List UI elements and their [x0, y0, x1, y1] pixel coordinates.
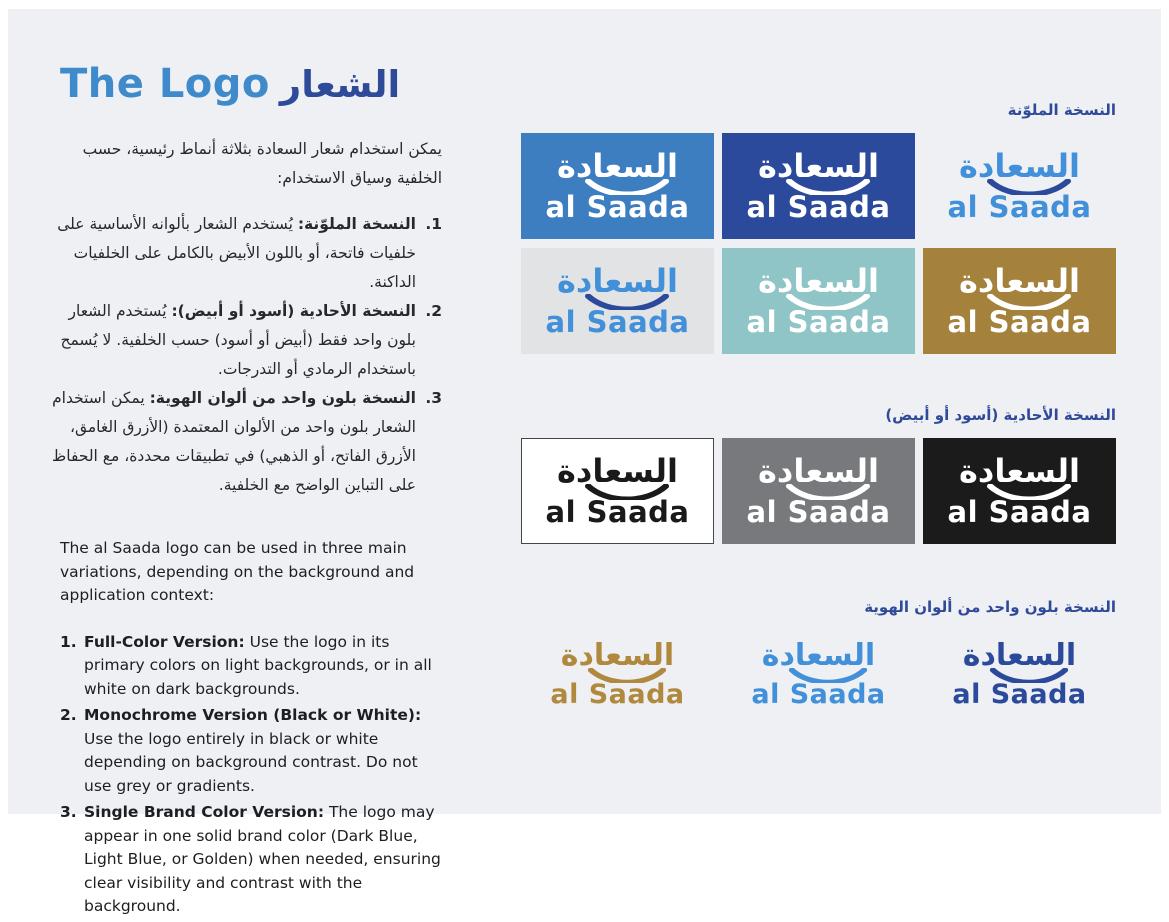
al-saada-logo — [746, 147, 891, 224]
logo-smile-swoosh-icon — [787, 668, 869, 683]
al-saada-logo — [545, 452, 690, 529]
logo-arabic-wordmark: السعادة — [959, 262, 1080, 300]
logo-latin-wordmark: al Saada — [947, 495, 1092, 529]
logo-latin-wordmark: al Saada — [545, 190, 690, 224]
list-item — [48, 210, 442, 297]
logo-smile-swoosh-icon — [985, 179, 1073, 195]
logo-tile — [722, 133, 915, 239]
logo-arabic-wordmark: السعادة — [560, 637, 675, 673]
list-item-marker: 2. — [60, 706, 77, 724]
page-title — [60, 61, 442, 107]
al-saada-logo — [947, 147, 1092, 224]
list-item-lead: النسخة الأحادية (أسود أو أبيض): — [171, 302, 416, 320]
logo-arabic-wordmark: السعادة — [761, 637, 876, 673]
logo-tile — [521, 438, 714, 544]
logo-tile-grid — [521, 630, 1116, 718]
logo-smile-swoosh-icon — [988, 668, 1070, 683]
list-item-lead: النسخة الملوّنة: — [297, 215, 416, 233]
logo-latin-wordmark: al Saada — [746, 305, 891, 339]
list-item-lead: Full-Color Version: — [84, 632, 245, 651]
logo-arabic-wordmark: السعادة — [557, 452, 678, 490]
al-saada-logo — [751, 637, 886, 710]
list-item-text — [48, 297, 416, 384]
list-item-lead: النسخة بلون واحد من ألوان الهوية: — [149, 389, 416, 407]
english-intro-paragraph: The al Saada logo can be used in three main variations, depending on the background and application context: — [60, 539, 415, 604]
logo-tile-grid — [521, 438, 1116, 544]
logo-smile-swoosh-icon — [985, 484, 1073, 500]
list-item — [60, 801, 442, 919]
logo-tile — [923, 630, 1116, 718]
al-saada-logo — [947, 452, 1092, 529]
logo-tile — [722, 438, 915, 544]
logo-smile-swoosh-icon — [985, 294, 1073, 310]
logo-arabic-wordmark: السعادة — [758, 452, 879, 490]
logo-arabic-wordmark: السعادة — [557, 262, 678, 300]
logo-tile-grid — [521, 133, 1116, 354]
logo-tile — [521, 133, 714, 239]
logo-smile-swoosh-icon — [583, 484, 671, 500]
logo-latin-wordmark: al Saada — [746, 190, 891, 224]
logo-section-full-color — [521, 101, 1116, 354]
logo-arabic-wordmark: السعادة — [758, 147, 879, 185]
list-item-text — [84, 801, 442, 919]
logo-tile — [923, 133, 1116, 239]
al-saada-logo — [545, 262, 690, 339]
section-label: النسخة الملوّنة — [1007, 101, 1116, 119]
logo-tile — [722, 248, 915, 354]
list-item-body: Use the logo in its primary colors on light backgrounds, or in all white on dark backgrounds. — [84, 632, 432, 698]
logo-smile-swoosh-icon — [784, 294, 872, 310]
arabic-intro-paragraph: يمكن استخدام شعار السعادة بثلاثة أنماط رئيسية، حسب الخلفية وسياق الاستخدام: — [82, 140, 442, 187]
page-canvas — [8, 9, 1161, 915]
logo-variations-column — [521, 101, 1116, 718]
list-item-body: Use the logo entirely in black or white depending on background contrast. Do not use grey or gradients. — [84, 729, 418, 795]
logo-smile-swoosh-icon — [583, 179, 671, 195]
section-label: النسخة بلون واحد من ألوان الهوية — [864, 598, 1116, 616]
list-item-marker: 3. — [60, 803, 77, 821]
list-item — [48, 384, 442, 500]
list-item-text — [84, 704, 442, 798]
logo-tile — [923, 438, 1116, 544]
list-item-text — [84, 631, 442, 702]
logo-arabic-wordmark: السعادة — [557, 147, 678, 185]
logo-arabic-wordmark: السعادة — [959, 452, 1080, 490]
logo-latin-wordmark: al Saada — [746, 495, 891, 529]
section-label: النسخة الأحادية (أسود أو أبيض) — [885, 406, 1116, 424]
logo-tile — [722, 630, 915, 718]
list-item-body: يُستخدم الشعار بلون واحد فقط (أبيض أو أسود) حسب الخلفية. لا يُسمح باستخدام الرمادي أو التدرجات. — [60, 302, 416, 378]
list-item-marker: 2. — [425, 302, 442, 320]
al-saada-logo — [550, 637, 685, 710]
logo-section-single-brand-color — [521, 598, 1116, 718]
list-item-lead: Monochrome Version (Black or White): — [84, 706, 422, 724]
left-column — [48, 57, 442, 922]
logo-tile — [521, 248, 714, 354]
list-item-body: يُستخدم الشعار بألوانه الأساسية على خلفيات فاتحة، أو باللون الأبيض بالكامل على الخلفيات الداكنة. — [57, 215, 416, 291]
list-item-body: The logo may appear in one solid brand color (Dark Blue, Light Blue, or Golden) when needed, ensuring clear visibility and contrast with the background. — [84, 803, 441, 915]
list-item — [60, 631, 442, 702]
logo-tile — [923, 248, 1116, 354]
logo-smile-swoosh-icon — [784, 484, 872, 500]
logo-tile — [521, 630, 714, 718]
list-item-body: يمكن استخدام الشعار بلون واحد من الألوان المعتمدة (الأزرق الغامق، الأزرق الفاتح، أو الذهبي) في تطبيقات محددة، مع الحفاظ على التباين الواضح مع الخلفية. — [51, 389, 416, 494]
list-item — [60, 704, 442, 798]
logo-latin-wordmark: al Saada — [545, 495, 690, 529]
arabic-text-block — [48, 135, 442, 500]
al-saada-logo — [947, 262, 1092, 339]
list-item-marker: 1. — [60, 632, 77, 651]
logo-smile-swoosh-icon — [586, 668, 668, 683]
list-item-marker: 3. — [425, 389, 442, 407]
list-item-marker: 1. — [425, 215, 442, 233]
logo-latin-wordmark: al Saada — [751, 678, 886, 710]
english-numbered-list — [60, 631, 442, 919]
page-title-english: The Logo — [60, 61, 270, 107]
page-title-arabic: الشعار — [279, 63, 401, 106]
logo-latin-wordmark: al Saada — [947, 305, 1092, 339]
logo-latin-wordmark: al Saada — [947, 190, 1092, 224]
list-item-lead: Single Brand Color Version: — [84, 803, 325, 821]
logo-section-monochrome — [521, 406, 1116, 544]
logo-arabic-wordmark: السعادة — [959, 147, 1080, 185]
logo-latin-wordmark: al Saada — [545, 305, 690, 339]
al-saada-logo — [545, 147, 690, 224]
al-saada-logo — [746, 452, 891, 529]
arabic-numbered-list — [48, 210, 442, 500]
logo-latin-wordmark: al Saada — [550, 678, 685, 710]
list-item-text — [48, 210, 416, 297]
list-item — [48, 297, 442, 384]
logo-arabic-wordmark: السعادة — [758, 262, 879, 300]
logo-latin-wordmark: al Saada — [952, 678, 1087, 710]
list-item-text — [48, 384, 416, 500]
al-saada-logo — [746, 262, 891, 339]
logo-smile-swoosh-icon — [784, 179, 872, 195]
al-saada-logo — [952, 637, 1087, 710]
logo-arabic-wordmark: السعادة — [962, 637, 1077, 673]
logo-smile-swoosh-icon — [583, 294, 671, 310]
english-text-block — [60, 537, 442, 919]
